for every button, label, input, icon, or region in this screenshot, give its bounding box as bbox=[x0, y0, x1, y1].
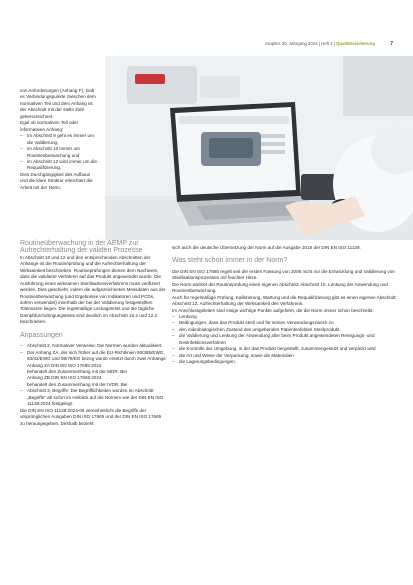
list-item: – Bedingungen, dass das Produkt steril und für seinen Verwendungszweck zu bbox=[172, 320, 397, 326]
annex-zb: Anhang ZB DIN EN ISO 17665:2024 bbox=[27, 375, 102, 381]
right-list bbox=[172, 314, 397, 366]
right-column bbox=[172, 245, 397, 366]
laptop-lab-illustration bbox=[105, 56, 413, 240]
section-heading-routine: Routineüberwachung in der AEMP zur Aufrechterhaltung der validen Prozesse bbox=[20, 240, 143, 255]
routine-body: In Abschnitt 10 und 12 und den entsprechenden Abschnitten der Anhänge ist die Routineprüfung und die Aufrechterhaltung der Wirksamkeit beschrieben. Routineprüfungen dienen dem Nachweis, dass die validierte Verfahren auf das Produkt angewendet wurde. Die Ausführung eines wirksamen Sterilisationsverfahrens muss verifiziert werden. Dies geschieht, indem die aufgezeichneten Messdaten aus der Routineüberwachung (und Ergebnisse von Indikatoren und PCDs, sofern verwendet) innerhalb der bei der Validierung festgestellten Toleranzen liegen. Die regelmäßige Leckagetests und die tägliche Dampfdurchdringungstests sind deutlich im Abschnitt 10.2 und 12.2 beschrieben. bbox=[20, 254, 166, 325]
anpassungen-list bbox=[20, 343, 167, 408]
intro-paragraph-3: Dies Durchgängigkeit des Aufbaus und die klare Struktur erleichtert die Arbeit mit der Norm. bbox=[20, 171, 93, 190]
annex-zb-desc: behandelt den Zusammenhang mit der IVDR. Bei bbox=[27, 381, 128, 387]
list-item: – im Abschnitt 10 immer um Routineüberwachung und bbox=[20, 146, 98, 159]
right-lead: sich auch die deutsche Übersetzung der Norm auf die Ausgabe 2018 der DIN EN ISO 11139. bbox=[172, 245, 361, 250]
list-item: – die Kontrolle der Umgebung, in der das Produkt hergestellt, zusammengesetzt und verpackt wird bbox=[172, 346, 397, 352]
page-number: 7 bbox=[390, 41, 393, 47]
right-paragraph-1: Die DIN EN ISO 17665 regelt seit der ersten Fassung von 2006 nicht nur die Entwicklung und Validierung von Sterilisationsprozessen mit feuchter Hitze. bbox=[172, 268, 395, 281]
list-item: – die Lagerungsbedingungen. bbox=[172, 359, 397, 365]
annex-za-desc: behandelt den Zusammenhang mit der MDR. Bei bbox=[27, 369, 127, 375]
lab-photo bbox=[105, 56, 413, 240]
section-heading-anpassungen: Anpassungen bbox=[20, 331, 63, 339]
intro-paragraph-1: von Anforderungen (Anhang F). Gab es Verbindungspunkte zwischen dem normativen Teil und dem Anhang ist der Abschnitt mit der stelle Zahl gekennzeichnet. bbox=[20, 88, 96, 119]
section-name: Qualitätssicherung bbox=[336, 41, 376, 46]
list-item: – Abschnitt 3, Begriffe: Die Begrifflichkeiten wurden im Abschnitt „Begriffe“ ab sofort im Hinblick auf die Normen wie der DIN EN ISO 11139:2024 festgelegt. bbox=[20, 388, 167, 407]
intro-paragraph-2: Egal ob normativen Teil oder informativen Anhang: bbox=[20, 120, 79, 132]
list-item: – Der Anhang ZA, der sich früher auf die EU-Richtlinien 90/385/EWG, 93/42/EWG und 98/79/EG bezog wurde ersetzt durch zwei Anhänge: Anhang ZA DIN EN ISO 17665:2024 behandelt den Zusammenhang mit der MDR. Bei Anhang ZB DIN EN ISO 17665:2024 behandelt den Zusammenhang mit der IVDR. Bei bbox=[20, 350, 167, 389]
list-item: – im Abschnitt 12 wird immer um die Requalifizierung. bbox=[20, 159, 98, 172]
list-item: – Abschnitt 2, Normativer Verweise: Die Normen wurden aktualisiert. bbox=[20, 343, 167, 349]
list-item: – Lenkung bbox=[172, 314, 397, 320]
right-paragraph-3: Auch für regelmäßige Prüfung, Kalibrierung, Wartung und die Requalifizierung gibt es einen eigenen Abschnitt: Abschnitt 12, Aufrechterhaltung der Wirksamkeit des Verfahrens. bbox=[172, 294, 397, 307]
right-paragraph-2: Die Norm widmet der Routineprüfung einen eigenen Abschnitt: Abschnitt 10, Lenkung der Anwendung und Routineüberwachung. bbox=[172, 281, 388, 294]
list-item: – den mikrobiologischen Zustand des umgebenden Patientenfeldes Sterilprodukt. bbox=[172, 327, 397, 333]
anpassungen-ending: Die DIN EN ISO 11139:2024-06 vereinheitlicht die Begriffe der ursprünglichen Ausgaben DIN ISO 17665 und der DIN EN ISO 17665 zu herausgegeben. Deshalb bezieht bbox=[20, 407, 162, 426]
left-column bbox=[20, 240, 167, 427]
intro-list bbox=[20, 133, 98, 172]
annex-za: Anhang ZA DIN EN ISO 17665:2024 bbox=[27, 362, 102, 368]
running-header bbox=[197, 41, 393, 51]
list-item: – die Validierung und Lenkung der Anwendung aller beim Produkt angewendeten Reinigungs- und Desinfektionsverfahren bbox=[172, 333, 397, 346]
list-item: – Im Abschnitt 9 geht es immer um die Validierung, bbox=[20, 133, 98, 146]
intro-column bbox=[20, 88, 98, 191]
list-item: – die Art und Weise der Verpackung, sowie die Materialien bbox=[172, 353, 397, 359]
section-heading-norm: Was steht schon immer in der Norm? bbox=[172, 257, 288, 265]
right-paragraph-4: Im Anschlussgeleiten sind einige wichtige Punkte aufgeführt, die die Norm immer schon beschreibt: bbox=[172, 307, 374, 313]
journal-info: zsaptics 30. Jahrgang 2024 | Heft 3 | bbox=[265, 41, 335, 46]
